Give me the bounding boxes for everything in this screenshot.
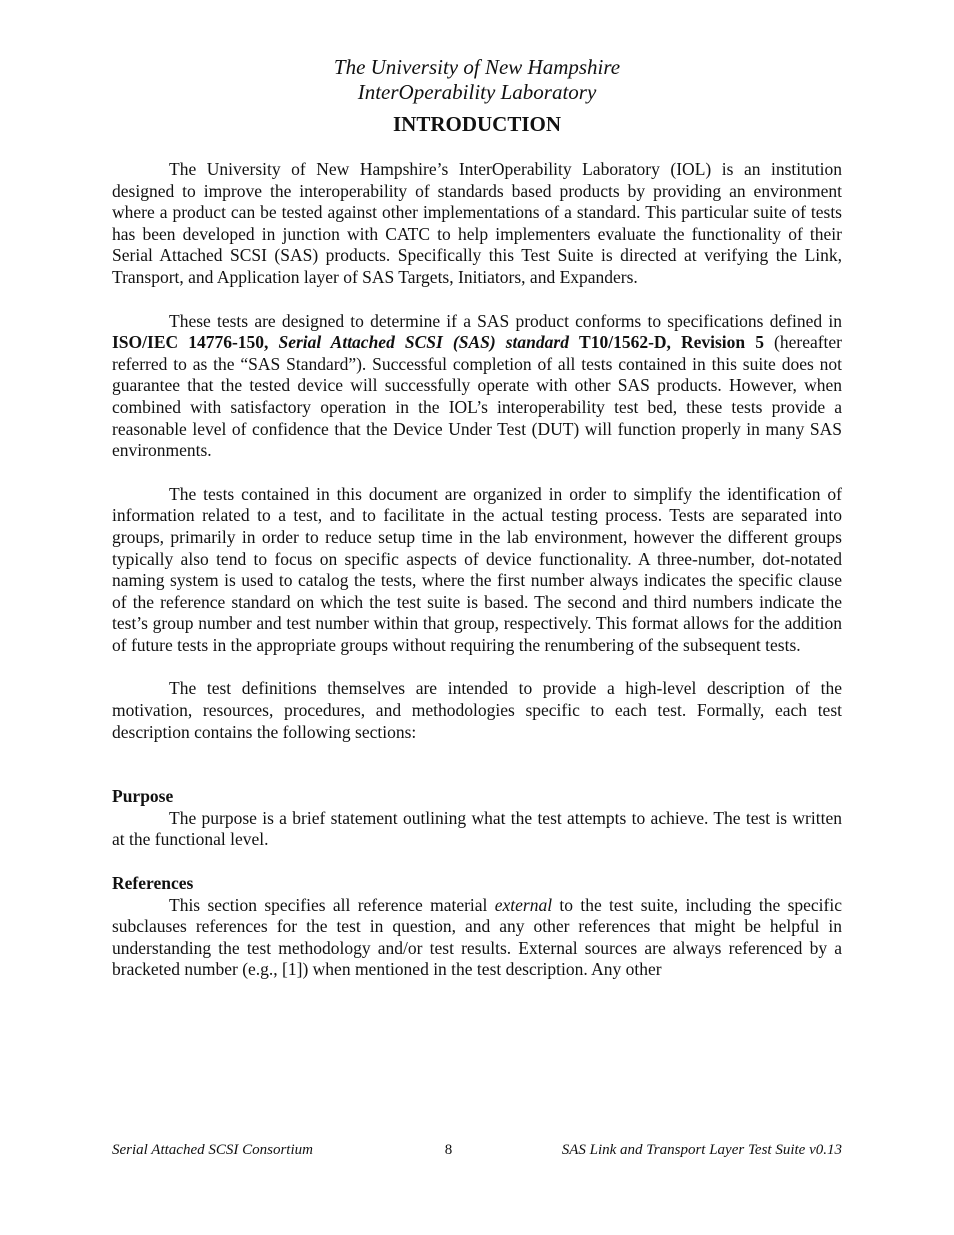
references-text-before: This section specifies all reference material	[169, 894, 495, 915]
p2-after: (hereafter referred to as the “SAS Standard”). Successful completion of all tests contained in this suite does not guarantee that the tested device will successfully operate with other SAS products. However, when combined with satisfactory operation in the IOL’s interoperability test bed, these tests provide a reasonable level of confidence that the Device Under Test (DUT) will function properly in many SAS environments.	[112, 332, 843, 461]
references-text-after: to the test suite, including the specific subclauses references for the test in question, and any other references that might be helpful in understanding the test methodology and/or test results. External sources are always referenced by a bracketed number (e.g., [1]) when mentioned in the test description. Any other	[112, 894, 842, 980]
footer-page-number: 8	[444, 1142, 453, 1158]
intro-paragraph-2	[112, 311, 842, 462]
header-university: The University of New Hampshire	[333, 55, 621, 79]
purpose-heading: Purpose	[112, 786, 174, 807]
intro-paragraph-4: The test definitions themselves are intended to provide a high-level description of the motivation, resources, procedures, and methodologies specific to each test. Formally, each test description contains the following sections:	[112, 678, 842, 742]
footer-consortium: Serial Attached SCSI Consortium	[112, 1142, 313, 1158]
references-emphasis: external	[494, 894, 553, 915]
footer-document-title: SAS Link and Transport Layer Test Suite v0.13	[561, 1142, 842, 1158]
references-heading: References	[112, 873, 194, 894]
intro-paragraph-3: The tests contained in this document are organized in order to simplify the identification of information related to a test, and to facilitate in the actual testing process. Tests are separated into groups, primarily in order to reduce setup time in the lab environment, however the different groups typically also tend to focus on specific aspects of device functionality. A three-number, dot-notated naming system is used to catalog the tests, where the first number always indicates the specific clause of the reference standard on which the test suite is based. The second and third numbers indicate the test’s group number and test number within that group, respectively. This format allows for the addition of future tests in the appropriate groups without requiring the renumbering of the subsequent tests.	[112, 483, 842, 655]
p2-before: These tests are designed to determine if a SAS product conforms to specifications defined in	[169, 310, 842, 331]
page-title: INTRODUCTION	[392, 112, 562, 136]
references-text	[112, 895, 842, 981]
standard-title: Serial Attached SCSI (SAS) standard	[278, 332, 569, 353]
header-laboratory: InterOperability Laboratory	[357, 80, 597, 104]
document-page	[112, 55, 842, 981]
purpose-text: The purpose is a brief statement outlining what the test attempts to achieve. The test is written at the functional level.	[112, 807, 842, 850]
standard-number: ISO/IEC 14776-150,	[112, 332, 269, 353]
standard-revision: T10/1562-D, Revision 5	[579, 332, 764, 353]
intro-paragraph-1: The University of New Hampshire’s InterOperability Laboratory (IOL) is an institution designed to improve the interoperability of standards based products by providing an environment where a product can be tested against other implementations of a standard. This particular suite of tests has been developed in junction with CATC to help implementers evaluate the functionality of their Serial Attached SCSI (SAS) products. Specifically this Test Suite is directed at verifying the Link, Transport, and Application layer of SAS Targets, Initiators, and Expanders.	[112, 159, 842, 287]
page-footer	[112, 1140, 842, 1160]
